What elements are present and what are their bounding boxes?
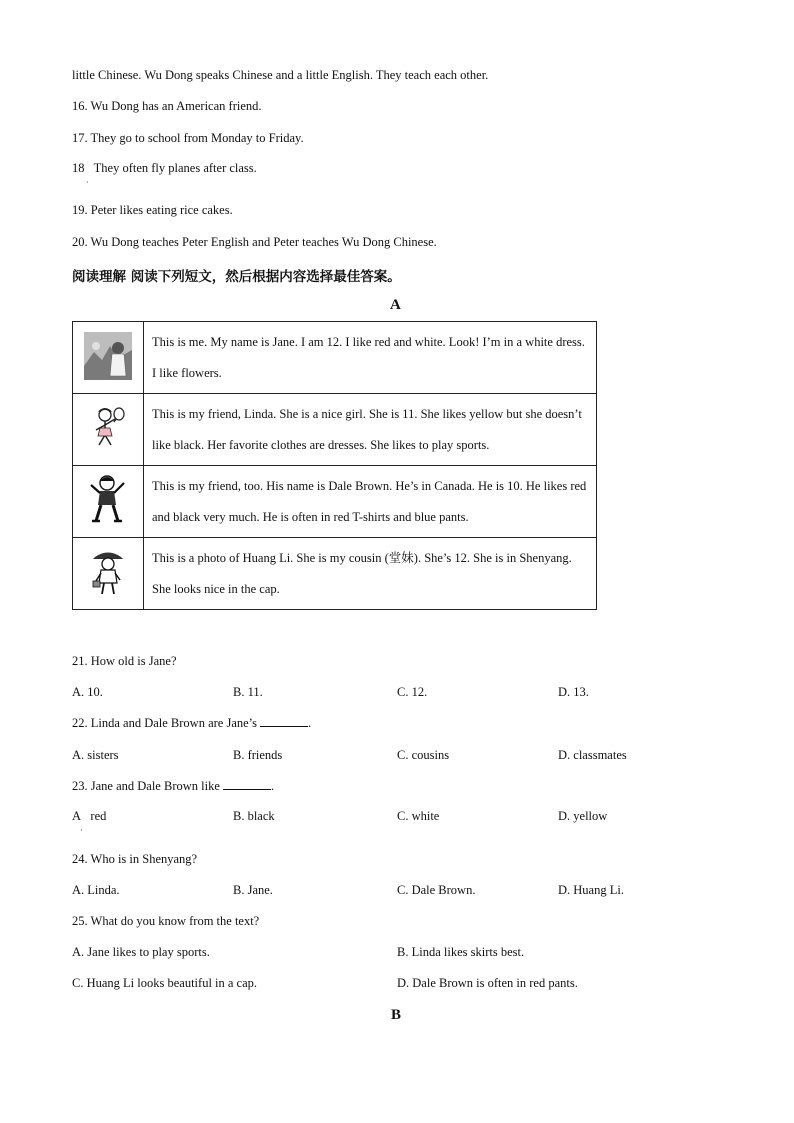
statement-18 [72, 161, 257, 176]
statement-19 [72, 203, 233, 218]
statement-20 [72, 235, 437, 250]
option-a[interactable] [72, 809, 106, 824]
stem-end: . [308, 716, 312, 730]
table-row [73, 538, 597, 610]
option-c[interactable]: C. Dale Brown. [397, 883, 476, 897]
statement-text: They often fly planes after class. [93, 161, 257, 175]
statement-16 [72, 99, 262, 114]
answer-blank[interactable] [223, 779, 271, 790]
person-description: This is my friend, too. His name is Dale Brown. He’s in Canada. He is 10. He likes red and black very much. He is often in red T-shirts and blue pants. [144, 466, 597, 538]
section-heading: 阅读理解 阅读下列短文，然后根据内容选择最佳答案。 [72, 269, 401, 285]
statement-number: 17. [72, 131, 88, 145]
person-description: This is a photo of Huang Li. She is my cousin (堂妹). She’s 12. She is in Shenyang. She looks nice in the cap. [144, 538, 597, 610]
statement-17 [72, 131, 304, 146]
statement-text: Wu Dong has an American friend. [90, 99, 262, 113]
option-d[interactable]: D. classmates [558, 748, 627, 762]
option-c[interactable]: C. cousins [397, 748, 450, 762]
option-d[interactable]: D. Dale Brown is often in red pants. [397, 976, 578, 990]
boy-waving-icon [86, 473, 130, 527]
dot-mark: · [80, 826, 83, 835]
picture-cell [73, 394, 144, 466]
option-b[interactable]: B. black [233, 809, 275, 823]
statement-number: 20. [72, 235, 88, 249]
photo-of-jane [84, 332, 132, 380]
option-a[interactable]: A. sisters [72, 748, 119, 762]
statement-number: 18 [72, 161, 85, 175]
question-22 [72, 716, 311, 731]
passage-b-label: B [391, 1007, 402, 1023]
picture-cell [73, 466, 144, 538]
option-b[interactable]: B. Linda likes skirts best. [397, 945, 525, 959]
option-a[interactable]: A. 10. [72, 685, 103, 699]
person-description: This is me. My name is Jane. I am 12. I like red and white. Look! I’m in a white dress. I like flowers. [144, 322, 597, 394]
table-row [73, 322, 597, 394]
question-stem: 22. Linda and Dale Brown are Jane’s [72, 716, 258, 730]
option-d[interactable]: D. Huang Li. [558, 883, 624, 897]
intro-line: little Chinese. Wu Dong speaks Chinese and a little English. They teach each other. [72, 68, 489, 82]
statement-number: 19. [72, 203, 88, 217]
question-stem: 23. Jane and Dale Brown like [72, 779, 220, 793]
option-a[interactable]: A. Linda. [72, 883, 120, 897]
option-b[interactable]: B. Jane. [233, 883, 273, 897]
option-c[interactable]: C. white [397, 809, 440, 823]
option-text: red [90, 809, 107, 823]
stem-end: . [271, 779, 275, 793]
option-c[interactable]: C. 12. [397, 685, 428, 699]
table-row [73, 466, 597, 538]
option-d[interactable]: D. 13. [558, 685, 589, 699]
girl-with-cap-icon [87, 547, 129, 597]
question-stem: 21. How old is Jane? [72, 654, 177, 668]
picture-cell [73, 538, 144, 610]
statement-number: 16. [72, 99, 88, 113]
option-c[interactable]: C. Huang Li looks beautiful in a cap. [72, 976, 258, 990]
table-row [73, 394, 597, 466]
statement-text: They go to school from Monday to Friday. [90, 131, 304, 145]
question-23 [72, 779, 274, 794]
option-letter: A [72, 809, 82, 823]
girl-with-racket-icon [88, 404, 128, 452]
option-b[interactable]: B. friends [233, 748, 283, 762]
dot-mark: · [86, 178, 89, 187]
statement-text: Wu Dong teaches Peter English and Peter teaches Wu Dong Chinese. [90, 235, 437, 249]
answer-blank[interactable] [260, 716, 308, 727]
people-table [72, 321, 597, 610]
question-stem: 25. What do you know from the text? [72, 914, 260, 928]
passage-a-label: A [390, 297, 401, 313]
person-description: This is my friend, Linda. She is a nice girl. She is 11. She likes yellow but she doesn’t like black. Her favorite clothes are dresses. She likes to play sports. [144, 394, 597, 466]
question-stem: 24. Who is in Shenyang? [72, 852, 198, 866]
option-b[interactable]: B. 11. [233, 685, 263, 699]
option-d[interactable]: D. yellow [558, 809, 608, 823]
option-a[interactable]: A. Jane likes to play sports. [72, 945, 210, 959]
picture-cell [73, 322, 144, 394]
statement-text: Peter likes eating rice cakes. [90, 203, 233, 217]
